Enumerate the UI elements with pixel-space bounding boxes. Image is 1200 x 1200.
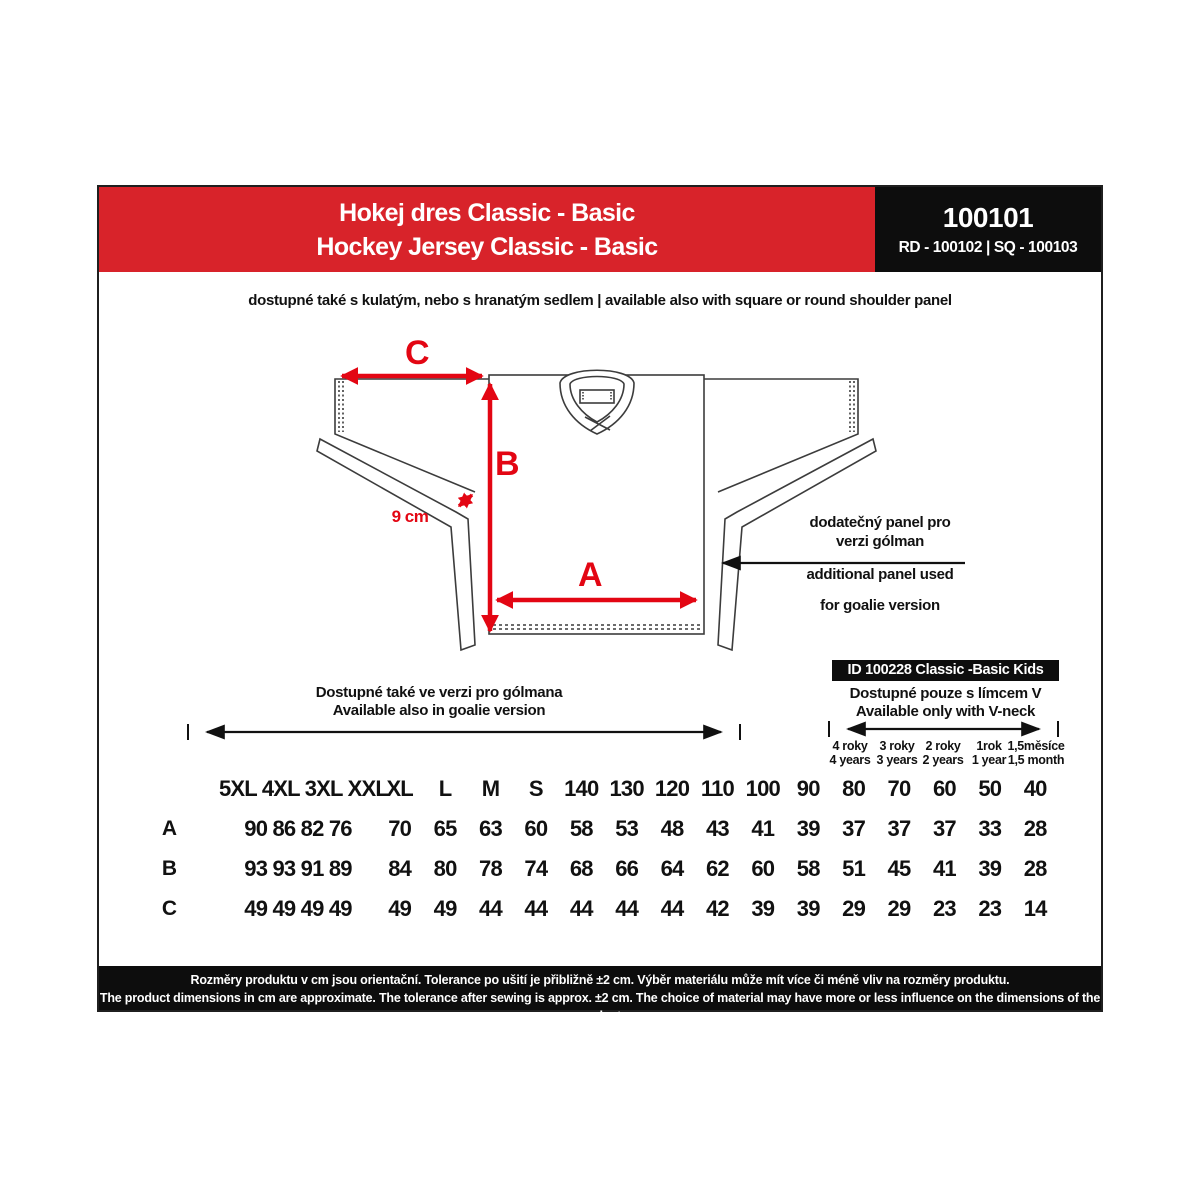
kids-id-badge: ID 100228 Classic -Basic Kids bbox=[832, 660, 1059, 681]
row-label: B bbox=[161, 857, 177, 880]
goalie-panel-note-en2: for goalie version bbox=[820, 597, 940, 614]
col-header: M bbox=[481, 776, 500, 801]
col-header: S bbox=[528, 776, 543, 801]
table-row-c: C 49 49 49 49 49 49 44 44 44 44 44 42 39 39 29 29 23 23 14 bbox=[139, 889, 1061, 929]
kids-age-3y: 3 roky 3 years bbox=[876, 739, 918, 767]
goalie-version-note-cs: Dostupné také ve verzi pro gólmana bbox=[315, 684, 563, 701]
col-header: 40 bbox=[1023, 776, 1047, 801]
goalie-span-arrow bbox=[188, 724, 740, 740]
kids-note-en: Available only with V-neck bbox=[855, 703, 1036, 720]
disclaimer-bar bbox=[99, 966, 1101, 1023]
row-label: A bbox=[161, 817, 177, 840]
col-header: 90 bbox=[796, 776, 820, 801]
col-header: 70 bbox=[887, 776, 911, 801]
kids-age-15m: 1,5měsíce 1,5 month bbox=[1007, 739, 1065, 767]
col-header: 140 bbox=[564, 776, 599, 801]
col-header: 50 bbox=[978, 776, 1002, 801]
kids-age-2y: 2 roky 2 years bbox=[922, 739, 964, 767]
left-cuff-stitching bbox=[339, 381, 343, 432]
col-header: 110 bbox=[700, 776, 734, 801]
table-row-b: B 93 93 91 89 84 80 78 74 68 66 64 62 60 58 51 45 41 39 28 bbox=[139, 849, 1061, 889]
dimension-label-c: C bbox=[404, 334, 430, 372]
title-english: Hockey Jersey Classic - Basic bbox=[316, 232, 658, 261]
kids-note-cs: Dostupné pouze s límcem V bbox=[849, 685, 1042, 702]
col-header: 120 bbox=[654, 776, 690, 801]
col-header: 80 bbox=[842, 776, 866, 801]
goalie-version-note bbox=[239, 684, 639, 720]
goalie-panel-note-en1: additional panel used bbox=[806, 566, 954, 583]
dimension-label-b: B bbox=[495, 445, 520, 483]
row-label: C bbox=[161, 897, 177, 920]
dimension-label-a: A bbox=[577, 556, 603, 594]
col-header: 100 bbox=[745, 776, 780, 801]
left-goalie-panel bbox=[317, 439, 475, 650]
title-czech: Hokej dres Classic - Basic bbox=[339, 198, 635, 227]
goalie-version-note-en: Available also in goalie version bbox=[332, 702, 546, 719]
col-header-group: 5XL 4XL 3XL XXL bbox=[219, 776, 388, 801]
size-table bbox=[139, 769, 1061, 929]
cuff-width-arrow bbox=[459, 495, 472, 506]
product-code: 100101 bbox=[942, 202, 1034, 233]
col-header: 130 bbox=[609, 776, 644, 801]
goalie-panel-note-cs2: verzi gólman bbox=[835, 533, 925, 550]
col-header: XL bbox=[386, 776, 413, 801]
kids-span-arrow bbox=[829, 721, 1058, 737]
kids-age-4y: 4 roky 4 years bbox=[829, 739, 871, 767]
variant-codes: RD - 100102 | SQ - 100103 bbox=[898, 239, 1078, 256]
size-table-header bbox=[139, 769, 1061, 809]
shoulder-panel-note: dostupné také s kulatým, nebo s hranatým sedlem | available also with square or round shoulder panel bbox=[248, 292, 952, 309]
kids-age-1y: 1rok 1 year bbox=[971, 739, 1007, 767]
right-cuff-stitching bbox=[850, 381, 854, 432]
goalie-panel-note bbox=[780, 513, 980, 613]
col-header: L bbox=[438, 776, 452, 801]
disclaimer-en: The product dimensions in cm are approximate. The tolerance after sewing is approx. ±2 cm. The choice of material may have more or less influence on the dimensions of the product. bbox=[99, 991, 1101, 1023]
disclaimer-cs: Rozměry produktu v cm jsou orientační. Tolerance po ušití je přibližně ±2 cm. Výběr materiálu může mít více či méně vliv na rozměry produktu. bbox=[190, 973, 1010, 987]
table-row-a: A 90 86 82 76 70 65 63 60 58 53 48 43 41 39 37 37 37 33 28 bbox=[139, 809, 1061, 849]
spec-sheet bbox=[97, 185, 1103, 1023]
cuff-width-label: 9 cm bbox=[391, 507, 429, 526]
goalie-panel-note-cs1: dodatečný panel pro bbox=[809, 514, 951, 531]
col-header: 60 bbox=[932, 776, 956, 801]
neck-label bbox=[580, 390, 614, 403]
